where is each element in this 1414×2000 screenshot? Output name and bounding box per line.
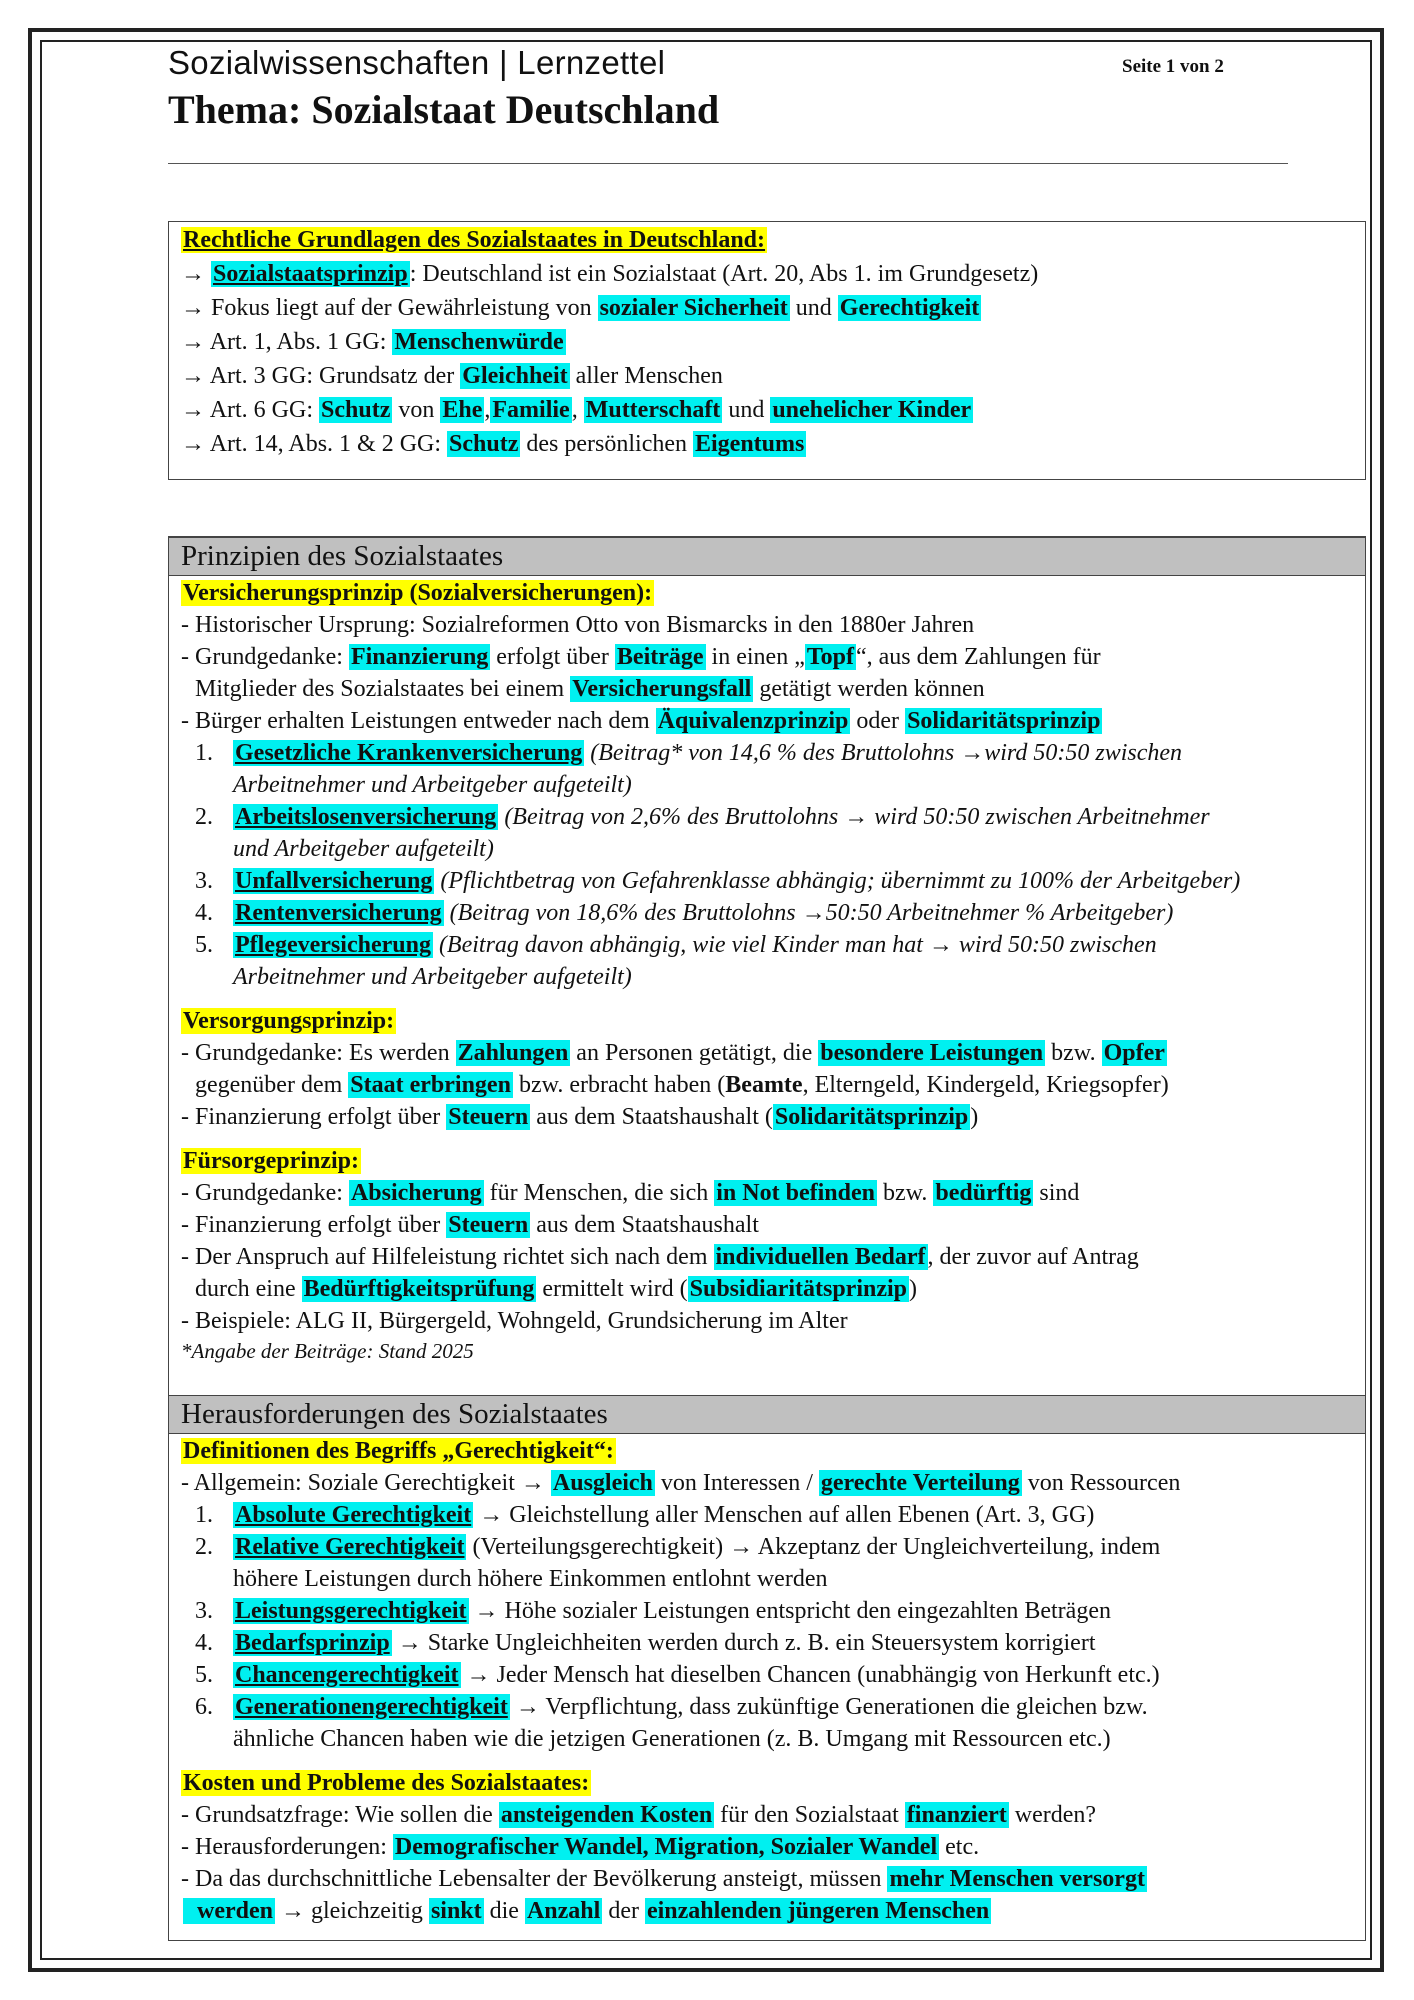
text-line: - Grundgedanke: Absicherung für Menschen, die sich in Not befinden bzw. bedürftig sind: [181, 1180, 1080, 1206]
footnote: *Angabe der Beiträge: Stand 2025: [181, 1339, 474, 1363]
text-line: - Finanzierung erfolgt über Steuern aus dem Staatshaushalt: [181, 1212, 759, 1238]
insurance-principle-heading: Versicherungsprinzip (Sozialversicherungen):: [183, 580, 653, 606]
list-item: Rentenversicherung (Beitrag von 18,6% des Bruttolohns →50:50 Arbeitnehmer % Arbeitgeber): [235, 900, 1174, 926]
text-line: - Beispiele: ALG II, Bürgergeld, Wohngeld, Grundsicherung im Alter: [181, 1308, 848, 1334]
text-line: - Herausforderungen: Demografischer Wandel, Migration, Sozialer Wandel etc.: [181, 1834, 980, 1860]
list-item: → Art. 14, Abs. 1 & 2 GG: Schutz des persönlichen Eigentums: [181, 431, 805, 457]
text-line: Mitglieder des Sozialstaates bei einem Versicherungsfall getätigt werden können: [195, 676, 985, 702]
text-line: - Finanzierung erfolgt über Steuern aus dem Staatshaushalt (Solidaritätsprinzip): [181, 1104, 979, 1130]
text-line: - Historischer Ursprung: Sozialreformen Otto von Bismarcks in den 1880er Jahren: [181, 612, 975, 638]
supply-principle-heading: Versorgungsprinzip:: [183, 1008, 395, 1034]
list-item: Bedarfsprinzip → Starke Ungleichheiten werden durch z. B. ein Steuersystem korrigiert: [235, 1630, 1096, 1656]
text-line: - Der Anspruch auf Hilfeleistung richtet sich nach dem individuellen Bedarf, der zuvor auf Antrag: [181, 1244, 1139, 1270]
text-line: werden → gleichzeitig sinkt die Anzahl der einzahlenden jüngeren Menschen: [183, 1895, 991, 1927]
list-number: 4.: [195, 1630, 213, 1656]
list-item-continuation: und Arbeitgeber aufgeteilt): [233, 836, 494, 862]
list-number: 3.: [195, 868, 213, 894]
justice-definition-heading: Definitionen des Begriffs „Gerechtigkeit“:: [183, 1438, 614, 1464]
text-line: - Grundsatzfrage: Wie sollen die ansteigenden Kosten für den Sozialstaat finanziert werden?: [181, 1802, 1097, 1828]
text-line: - Grundgedanke: Es werden Zahlungen an Personen getätigt, die besondere Leistungen bzw. Opfer: [181, 1040, 1165, 1066]
text-line: gegenüber dem Staat erbringen bzw. erbracht haben (Beamte, Elterngeld, Kindergeld, Kriegsopfer): [195, 1072, 1169, 1098]
list-number: 6.: [195, 1694, 213, 1720]
list-item: Arbeitslosenversicherung (Beitrag von 2,6% des Bruttolohns → wird 50:50 zwischen Arbeitnehmer: [235, 804, 1210, 830]
welfare-principle-heading: Fürsorgeprinzip:: [183, 1148, 359, 1174]
list-item: → Art. 3 GG: Grundsatz der Gleichheit aller Menschen: [181, 363, 723, 389]
list-item-continuation: Arbeitnehmer und Arbeitgeber aufgeteilt): [233, 964, 632, 990]
text-line: - Allgemein: Soziale Gerechtigkeit → Ausgleich von Interessen / gerechte Verteilung von Ressourcen: [181, 1470, 1181, 1496]
subject-header: Sozialwissenschaften | Lernzettel: [168, 44, 666, 81]
list-number: 3.: [195, 1598, 213, 1624]
list-item: Gesetzliche Krankenversicherung (Beitrag* von 14,6 % des Bruttolohns →wird 50:50 zwischen: [235, 740, 1183, 766]
section-title-challenges: Herausforderungen des Sozialstaates: [169, 1395, 1365, 1434]
list-number: 5.: [195, 932, 213, 958]
list-item: Chancengerechtigkeit → Jeder Mensch hat dieselben Chancen (unabhängig von Herkunft etc.): [235, 1662, 1160, 1688]
list-item: → Fokus liegt auf der Gewährleistung von sozialer Sicherheit und Gerechtigkeit: [181, 295, 980, 321]
list-item: → Art. 6 GG: Schutz von Ehe,Familie, Mutterschaft und unehelicher Kinder: [181, 397, 972, 423]
list-item: → Sozialstaatsprinzip: Deutschland ist ein Sozialstaat (Art. 20, Abs 1. im Grundgesetz): [181, 261, 1039, 287]
text-line: - Bürger erhalten Leistungen entweder nach dem Äquivalenzprinzip oder Solidaritätsprinzip: [181, 708, 1101, 734]
list-item-continuation: ähnliche Chancen haben wie die jetzigen Generationen (z. B. Umgang mit Ressourcen etc.): [233, 1726, 1111, 1752]
list-item-continuation: Arbeitnehmer und Arbeitgeber aufgeteilt): [233, 772, 632, 798]
list-number: 5.: [195, 1662, 213, 1688]
list-number: 1.: [195, 740, 213, 766]
section-title-principles: Prinzipien des Sozialstaates: [169, 537, 1365, 576]
list-item: Leistungsgerechtigkeit → Höhe sozialer Leistungen entspricht den eingezahlten Beträgen: [235, 1598, 1111, 1624]
costs-heading: Kosten und Probleme des Sozialstaates:: [183, 1770, 590, 1796]
list-item: Absolute Gerechtigkeit → Gleichstellung aller Menschen auf allen Ebenen (Art. 3, GG): [235, 1502, 1095, 1528]
legal-basis-box: [168, 221, 1366, 480]
page-title: Thema: Sozialstaat Deutschland: [168, 87, 720, 132]
list-item: Unfallversicherung (Pflichtbetrag von Gefahrenklasse abhängig; übernimmt zu 100% der Arbeitgeber): [235, 868, 1241, 894]
header-divider: [168, 163, 1288, 164]
list-item: → Art. 1, Abs. 1 GG: Menschenwürde: [181, 329, 564, 355]
legal-basis-heading: Rechtliche Grundlagen des Sozialstaates in Deutschland:: [183, 227, 766, 253]
page-number: Seite 1 von 2: [1122, 56, 1224, 77]
text-line: durch eine Bedürftigkeitsprüfung ermittelt wird (Subsidiaritätsprinzip): [195, 1276, 918, 1302]
list-item-continuation: höhere Leistungen durch höhere Einkommen entlohnt werden: [233, 1566, 828, 1592]
text-line: - Grundgedanke: Finanzierung erfolgt über Beiträge in einen „Topf“, aus dem Zahlungen für: [181, 644, 1101, 670]
list-item: Pflegeversicherung (Beitrag davon abhängig, wie viel Kinder man hat → wird 50:50 zwischen: [235, 932, 1157, 958]
list-number: 2.: [195, 804, 213, 830]
list-number: 2.: [195, 1534, 213, 1560]
list-item: Generationengerechtigkeit → Verpflichtung, dass zukünftige Generationen die gleichen bzw.: [235, 1694, 1148, 1720]
list-number: 1.: [195, 1502, 213, 1528]
list-item: Relative Gerechtigkeit (Verteilungsgerechtigkeit) → Akzeptanz der Ungleichverteilung, indem: [235, 1534, 1161, 1560]
list-number: 4.: [195, 900, 213, 926]
text-line: - Da das durchschnittliche Lebensalter der Bevölkerung ansteigt, müssen mehr Menschen versorgt: [181, 1866, 1145, 1892]
principles-box: [168, 536, 1366, 1941]
